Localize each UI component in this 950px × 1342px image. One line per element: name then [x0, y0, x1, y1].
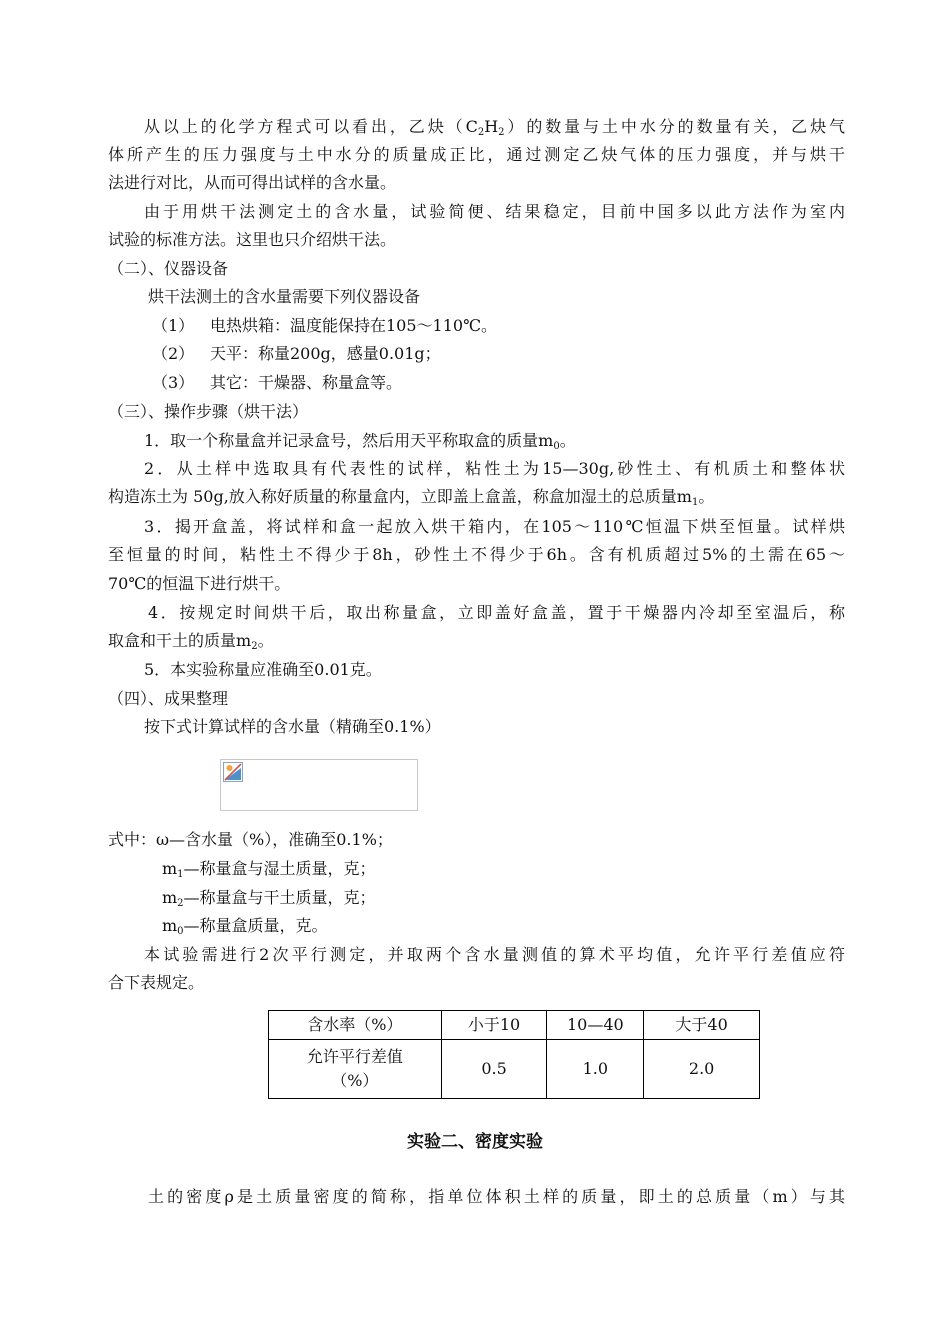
section2-heading: （二）、仪器设备: [108, 259, 229, 278]
step1-line: 1．取一个称量盒并记录盒号，然后用天平称取盒的质量$m_0$。: [144, 431, 576, 452]
table-header-row: [269, 1011, 760, 1040]
table-row-label-line2: （%）: [331, 1071, 379, 1090]
section2-intro: 烘干法测土的含水量需要下列仪器设备: [148, 287, 421, 306]
table-cell: 0.5: [441, 1040, 547, 1099]
equipment-item-3-number: （3）: [152, 373, 195, 392]
formula-where-line: 式中：ω—含水量（%），准确至0.1%；: [108, 830, 393, 849]
equipment-item-2-number: （2）: [152, 344, 195, 363]
table-row-label: [269, 1040, 442, 1099]
definition-m1: $m_1—$称量盒与湿土质量，克；: [162, 859, 376, 880]
section4-intro: 按下式计算试样的含水量（精确至0.1%）: [144, 717, 441, 736]
para2-line1: 由于用烘干法测定土的含水量，试验简便、结果稳定，目前中国多以此方法作为室内: [144, 202, 845, 221]
para1-line3: 法进行对比，从而可得出试样的含水量。: [108, 173, 397, 192]
formula-image: [220, 759, 418, 811]
step4-line1: 4．按规定时间烘干后，取出称量盒，立即盖好盒盖，置于干燥器内冷却至室温后，称: [148, 603, 845, 622]
table-cell: 2.0: [644, 1040, 760, 1099]
para1-line2: 体所产生的压力强度与土中水分的质量成正比，通过测定乙炔气体的压力强度，并与烘干: [108, 145, 845, 164]
step2-line2: 构造冻土为 50g,放入称好质量的称量盒内，立即盖上盒盖，称盒加湿土的总质量$m_1$。: [108, 487, 715, 508]
section4-para-line2: 合下表规定。: [108, 973, 205, 992]
tolerance-table: [268, 1010, 760, 1099]
table-cell: 1.0: [547, 1040, 644, 1099]
experiment2-line1: 土的密度ρ是土质量密度的简称，指单位体积土样的质量，即土的总质量（m）与其: [148, 1187, 845, 1206]
equipment-item-3-text: 其它：干燥器、称量盒等。: [210, 373, 403, 392]
step4-line2: 取盒和干土的质量$m_2$。: [108, 631, 274, 652]
table-header-cell: 10—40: [547, 1011, 644, 1040]
section4-para-line1: 本试验需进行2次平行测定，并取两个含水量测值的算术平均值，允许平行差值应符: [144, 945, 845, 964]
step2-line1: 2．从土样中选取具有代表性的试样，粘性土为15—30g,砂性土、有机质土和整体状: [144, 459, 845, 478]
equipment-item-1-text: 电热烘箱：温度能保持在105～110℃。: [210, 316, 497, 335]
section3-heading: （三）、操作步骤（烘干法）: [108, 402, 309, 421]
table-header-cell: 小于10: [441, 1011, 547, 1040]
para2-line2: 试验的标准方法。这里也只介绍烘干法。: [108, 230, 397, 249]
section4-heading: （四）、成果整理: [108, 689, 229, 708]
table-row-label-line1: 允许平行差值: [306, 1047, 403, 1066]
experiment2-title: 实验二、密度实验: [407, 1132, 543, 1152]
table-header-cell: 大于40: [644, 1011, 760, 1040]
definition-m2: $m_2—$称量盒与干土质量，克；: [162, 888, 376, 909]
step3-line2: 至恒量的时间，粘性土不得少于8h，砂性土不得少于6h。含有机质超过5%的土需在65～: [108, 545, 845, 564]
equipment-item-1-number: （1）: [152, 316, 195, 335]
table-row: [269, 1040, 760, 1099]
definition-m0: $m_0—$称量盒质量，克。: [162, 916, 328, 937]
step5-line: 5．本实验称量应准确至0.01克。: [144, 660, 382, 679]
table-header-cell: 含水率（%）: [269, 1011, 442, 1040]
broken-image-icon: [223, 762, 243, 782]
equipment-item-2-text: 天平：称量200g，感量0.01g；: [210, 344, 441, 363]
para1-line1: 从以上的化学方程式可以看出，乙炔$(C_2H_2)$的数量与土中水分的数量有关，乙炔气: [144, 117, 845, 138]
step3-line1: 3．揭开盒盖，将试样和盒一起放入烘干箱内，在105～110℃恒温下烘至恒量。试样烘: [144, 517, 845, 536]
step3-line3: 70℃的恒温下进行烘干。: [108, 574, 291, 593]
